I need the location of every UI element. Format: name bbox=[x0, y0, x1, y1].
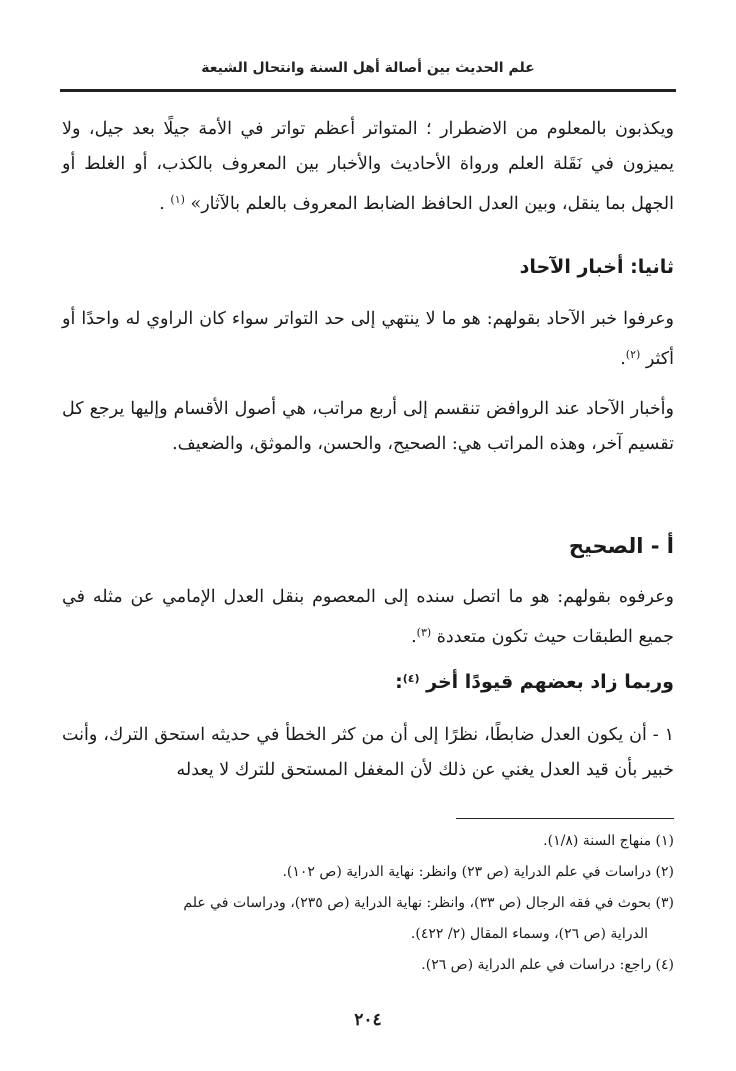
paragraph-4-text: وعرفوه بقولهم: هو ما اتصل سنده إلى المعصوم بنقل العدل الإمامي عن مثله في جميع الطبقات حيث تكون متعددة bbox=[62, 587, 674, 647]
footnote-rule bbox=[456, 818, 674, 819]
heading-qiyud: وربما زاد بعضهم قيودًا أخر bbox=[426, 671, 674, 693]
footnote-3-continued: الدراية (ص ٢٦)، وسماء المقال (٢/ ٤٢٢). bbox=[410, 926, 648, 942]
paragraph-1-text: ويكذبون بالمعلوم من الاضطرار ؛ المتواتر أعظم تواتر في الأمة جيلًا بعد جيل، ولا يميزون في نَقَلة العلم ورواة الأحاديث والأخبار بين المعروف بالكذب، أو الغلط أو الجهل بما ينقل، وبين العدل الحافظ الضابط المعروف بالعلم بالآثار» bbox=[62, 119, 674, 214]
footnote-ref-4: (٤) bbox=[402, 672, 420, 685]
paragraph-5 bbox=[62, 718, 674, 788]
heading-qiyud-end: : bbox=[395, 671, 403, 693]
footnote-3: (٣) بحوث في فقه الرجال (ص ٣٣)، وانظر: نهاية الدراية (ص ٢٣٥)، ودراسات في علم bbox=[183, 895, 674, 911]
paragraph-2 bbox=[62, 302, 674, 377]
section-heading-qiyud bbox=[62, 662, 674, 699]
paragraph-1 bbox=[62, 112, 674, 222]
paragraph-3-text: وأخبار الآحاد عند الروافض تنقسم إلى أربع مراتب، هي أصول الأقسام وإليها يرجع كل تقسيم آخر، وهذه المراتب هي: الصحيح، والحسن، والموثق، والضعيف. bbox=[62, 399, 674, 454]
paragraph-4-end: . bbox=[411, 627, 417, 647]
paragraph-2-end: . bbox=[620, 349, 626, 369]
footnote-ref-3: (٣) bbox=[416, 626, 432, 639]
footnotes bbox=[62, 826, 674, 981]
footnote-ref-2: (٢) bbox=[625, 348, 641, 361]
paragraph-3 bbox=[62, 392, 674, 462]
section-heading-sahih bbox=[62, 526, 674, 566]
paragraph-2-text: وعرفوا خبر الآحاد بقولهم: هو ما لا ينتهي إلى حد التواتر سواء كان الراوي له واحدًا أو أكثر bbox=[62, 309, 674, 369]
paragraph-5-text: ١ - أن يكون العدل ضابطًا، نظرًا إلى أن من كثر الخطأ في حديثه استحق الترك، وأنت خبير بأن قيد العدل يغني عن ذلك لأن المغفل المستحق للترك لا يعدله bbox=[62, 725, 674, 780]
header-rule bbox=[60, 89, 676, 92]
page-number: ٢٠٤ bbox=[354, 1010, 382, 1030]
footnote-4: (٤) راجع: دراسات في علم الدراية (ص ٢٦). bbox=[421, 957, 674, 973]
heading-sahih: أ - الصحيح bbox=[568, 534, 674, 558]
paragraph-4 bbox=[62, 580, 674, 655]
running-title: علم الحديث بين أصالة أهل السنة وانتحال الشيعة bbox=[201, 60, 535, 76]
section-heading-ahad bbox=[62, 250, 674, 284]
footnote-2: (٢) دراسات في علم الدراية (ص ٢٣) وانظر: نهاية الدراية (ص ١٠٢). bbox=[282, 864, 674, 880]
heading-ahad: ثانيا: أخبار الآحاد bbox=[519, 256, 674, 278]
footnote-1: (١) منهاج السنة (١/٨). bbox=[543, 833, 674, 849]
paragraph-1-end: . bbox=[159, 194, 165, 214]
footnote-ref-1: (١) bbox=[170, 193, 185, 206]
